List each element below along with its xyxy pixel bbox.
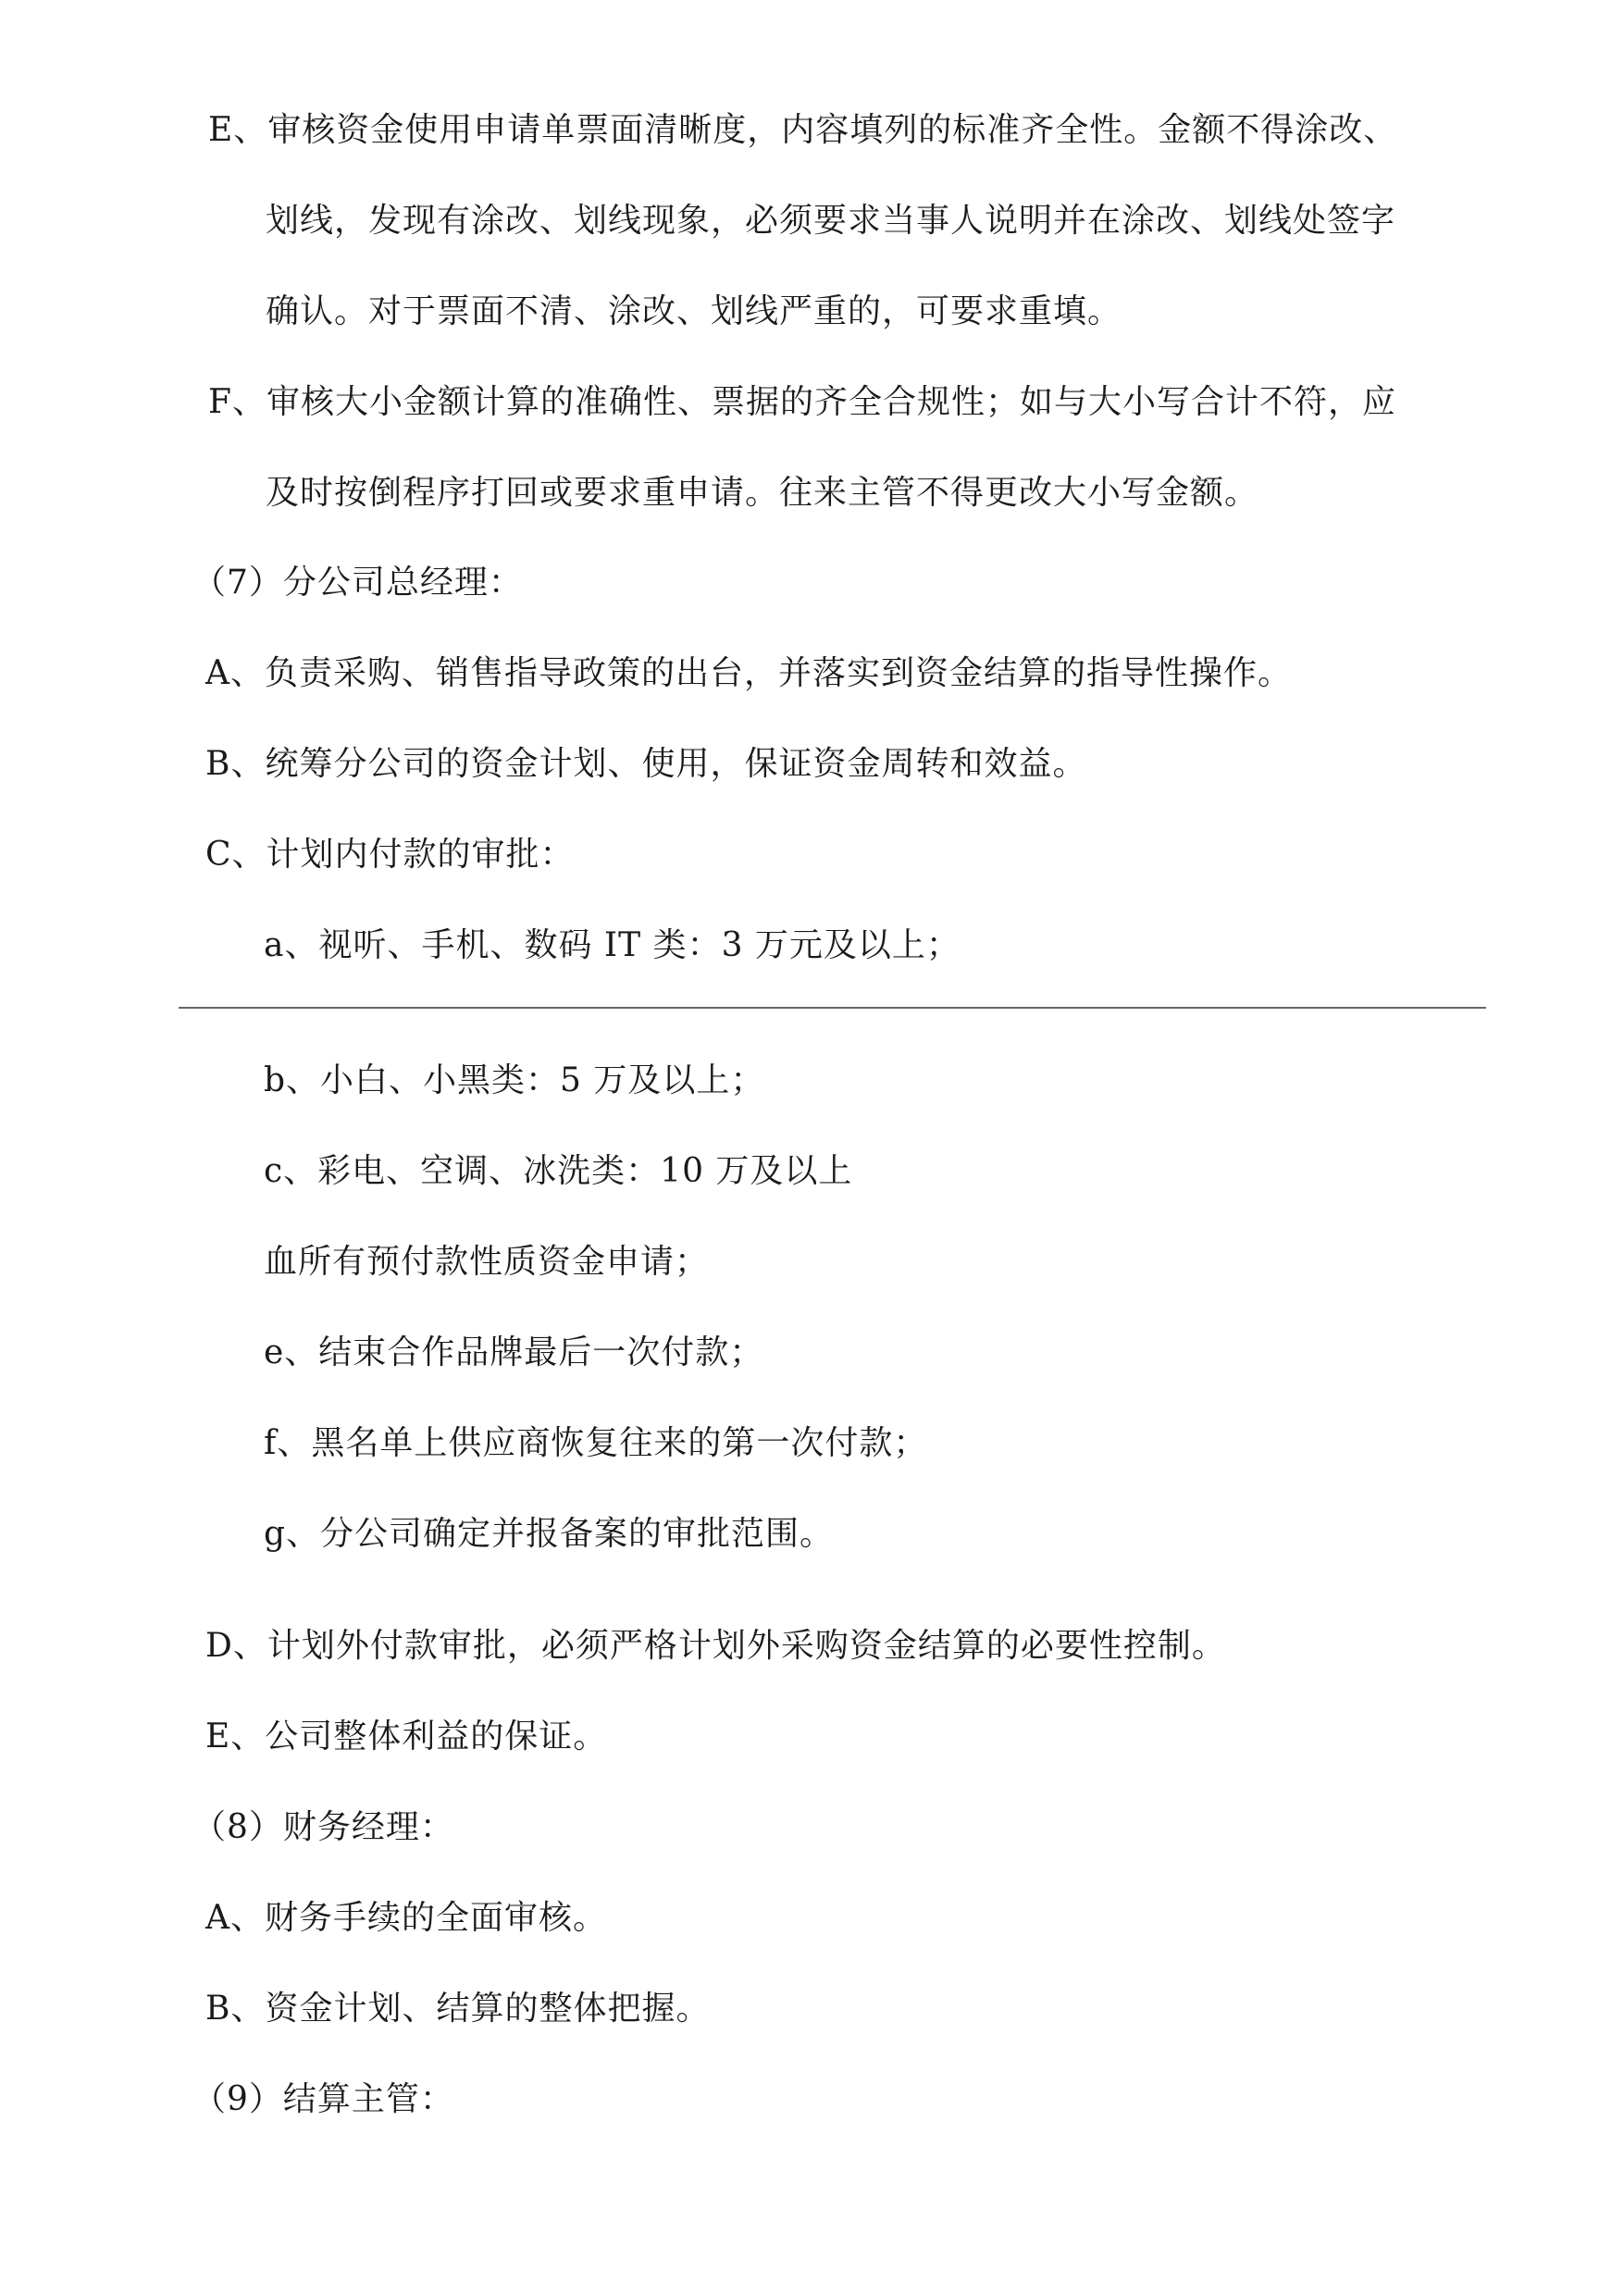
list-item: g、分公司确定并报备案的审批范围。 (264, 1515, 835, 1553)
section-heading: （8）财务经理： (192, 1808, 454, 1846)
paragraph-line: 划线，发现有涂改、划线现象，必须要求当事人说明并在涂改、划线处签字 (266, 202, 1396, 240)
paragraph-line: E、审核资金使用申请单票面清晰度，内容填列的标准齐全性。金额不得涂改、 (208, 111, 1398, 149)
paragraph-line: C、计划内付款的审批： (205, 836, 575, 874)
paragraph-line: F、审核大小金额计算的准确性、票据的齐全合规性；如与大小写合计不符，应 (208, 383, 1396, 421)
paragraph-line: A、负责采购、销售指导政策的出台，并落实到资金结算的指导性操作。 (205, 654, 1292, 692)
list-item: 血所有预付款性质资金申请； (264, 1243, 710, 1281)
paragraph-line: B、统筹分公司的资金计划、使用，保证资金周转和效益。 (205, 745, 1087, 783)
paragraph-line: D、计划外付款审批，必须严格计划外采购资金结算的必要性控制。 (205, 1627, 1226, 1665)
section-heading: （9）结算主管： (192, 2080, 454, 2118)
list-item: e、结束合作品牌最后一次付款； (264, 1334, 764, 1371)
list-item: c、彩电、空调、冰洗类：10 万及以上 (264, 1152, 853, 1190)
paragraph-line: E、公司整体利益的保证。 (205, 1718, 608, 1755)
list-item: a、视听、手机、数码 IT 类：3 万元及以上； (264, 926, 961, 964)
list-item: f、黑名单上供应商恢复往来的第一次付款； (264, 1424, 928, 1462)
horizontal-divider (179, 1007, 1486, 1009)
list-item: b、小白、小黑类：5 万及以上； (264, 1061, 765, 1099)
section-heading: （7）分公司总经理： (192, 564, 523, 602)
paragraph-line: A、财务手续的全面审核。 (205, 1899, 607, 1937)
paragraph-line: 及时按倒程序打回或要求重申请。往来主管不得更改大小写金额。 (266, 474, 1259, 512)
paragraph-line: 确认。对于票面不清、涂改、划线严重的，可要求重填。 (266, 292, 1122, 330)
paragraph-line: B、资金计划、结算的整体把握。 (205, 1990, 711, 2028)
